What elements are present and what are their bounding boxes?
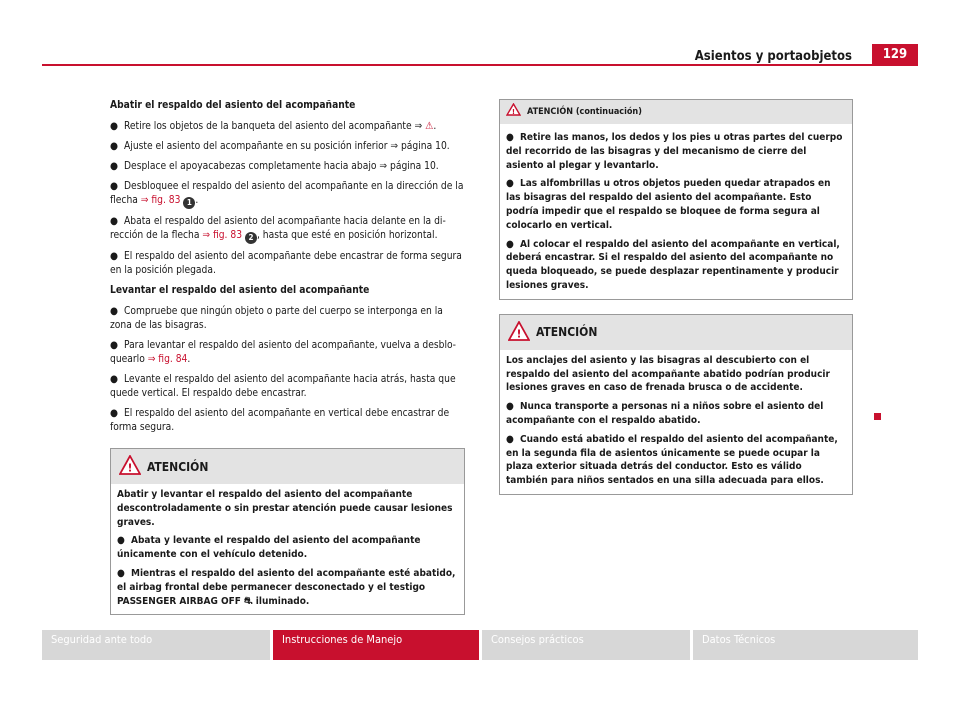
bullet: ● (117, 567, 125, 579)
list-item: ● Las alfombrillas u otros objetos pueden quedar atrapados en las bisagras del respaldo del asiento del acompañante. Esto podría impedir que el respaldo se bloquee de forma segura al colocarlo en vertical. (506, 178, 831, 231)
warning-triangle-icon (119, 455, 141, 478)
list-item: ● Al colocar el respaldo del asiento del acompañante en vertical, deberá encastrar. Si el respaldo del asiento del acompañante no queda bloqueado, se puede desplazar repentinamente y producir lesiones graves. (506, 238, 840, 291)
warning-triangle-icon[interactable]: ⚠ (425, 121, 434, 132)
bullet: ● (110, 141, 118, 152)
warning-body: Los anclajes del asiento y las bisagras al descubierto con el respaldo del asiento del acompañante abatido podrían producir lesiones graves en caso de frenada brusca o de accidente. ● Nunca transporte a personas ni a niños sobre el asiento del acompañante con el respaldo abatido. ● Cuando está abatido el respaldo del asiento del acompañante, en la segunda fila de asientos únicamente se puede ocupar la plaza exterior situada detrás del conductor. Esto es válido también para niños sentados en una silla adecuada para ellos. (500, 350, 852, 494)
right-column (499, 99, 853, 495)
list-item: ● Abata el respaldo del asiento del acompañante hacia delante en la dirección de la flecha ⇒ fig. 83 2 , hasta que esté en posición horizontal. (110, 216, 446, 242)
footer-tab-practical-tips[interactable]: Consejos prácticos (482, 630, 690, 660)
footer-tab-technical-data[interactable]: Datos Técnicos (693, 630, 918, 660)
warning-triangle-icon (506, 103, 521, 121)
bullet: ● (110, 161, 118, 172)
bullet: ● (110, 408, 118, 419)
warning-box (499, 314, 853, 495)
figure-reference-link[interactable]: ⇒ fig. 84 (147, 354, 188, 365)
list-item: ● Nunca transporte a personas ni a niños sobre el asiento del acompañante con el respaldo abatido. (506, 401, 824, 426)
warning-title: ATENCIÓN (536, 325, 598, 340)
list-item: ● El respaldo del asiento del acompañante en vertical debe encastrar de forma segura. (110, 408, 450, 433)
list-item: ● Ajuste el asiento del acompañante en su posición inferior ⇒ página 10. (110, 141, 450, 152)
svg-text:!: ! (127, 461, 133, 475)
warning-title: ATENCIÓN (147, 459, 209, 474)
page-header-title: Asientos y portaobjetos (694, 49, 852, 64)
page-number: 129 (872, 44, 918, 66)
warning-box (110, 448, 465, 615)
bullet: ● (110, 306, 118, 317)
warning-header (500, 315, 852, 350)
bullet: ● (117, 535, 125, 547)
callout-number: 2 (245, 232, 257, 244)
header-rule (42, 64, 918, 66)
section-heading-fold: Abatir el respaldo del asiento del acompañante (110, 100, 356, 111)
bullet: ● (110, 216, 118, 227)
footer-tab-safety[interactable]: Seguridad ante todo (42, 630, 270, 660)
list-item: ● Retire las manos, los dedos y los pies u otras partes del cuerpo del recorrido de las bisagras y del mecanismo de cierre del asiento al plegar y levantarlo. (506, 132, 843, 171)
svg-text:!: ! (511, 108, 516, 116)
warning-title: ATENCIÓN (continuación) (527, 107, 642, 117)
footer-tab-operating-instructions[interactable]: Instrucciones de Manejo (273, 630, 479, 660)
warning-header (500, 100, 852, 124)
section-heading-raise: Levantar el respaldo del asiento del acompañante (110, 285, 370, 296)
list-item: ● Abata y levante el respaldo del asiento del acompañante únicamente con el vehículo detenido. (117, 535, 421, 561)
bullet: ● (506, 401, 514, 413)
bullet: ● (506, 238, 514, 250)
list-item: ● Retire los objetos de la banqueta del asiento del acompañante ⇒ ⚠. (110, 121, 437, 132)
list-item: ● Cuando está abatido el respaldo del asiento del acompañante, en la segunda fila de asientos únicamente se puede ocupar la plaza exterior situada detrás del conductor. Esto es válido también para niños sentados en una silla adecuada para ellos. (506, 433, 838, 487)
bullet: ● (110, 181, 118, 192)
figure-reference-link[interactable]: ⇒ fig. 83 (202, 230, 243, 241)
bullet: ● (110, 374, 118, 385)
warning-box-continued (499, 99, 853, 300)
bullet: ● (506, 132, 514, 143)
svg-text:!: ! (516, 327, 522, 341)
list-item: ● Desbloquee el respaldo del asiento del acompañante en la dirección de la flecha ⇒ fig. 83 1 . (110, 181, 464, 207)
list-item: ● El respaldo del asiento del acompañante debe encastrar de forma segura en la posición plegada. (110, 251, 462, 276)
left-column (110, 99, 465, 615)
figure-reference-link[interactable]: ⇒ fig. 83 (140, 195, 181, 206)
bullet: ● (506, 433, 514, 445)
list-item: ● Mientras el respaldo del asiento del acompañante esté abatido, el airbag frontal debe permanecer desconectado y el testigo PASSENGER AIRBAG OFF ⛐ iluminado. (117, 567, 456, 607)
warning-body: Abatir y levantar el respaldo del asiento del acompañante descontroladamente o sin prestar atención puede causar lesiones graves. ● Abata y levante el respaldo del asiento del acompañante únicamente con el vehículo detenido. ● Mientras el respaldo del asiento del acompañante esté abatido, el airbag frontal debe permanecer desconectado y el testigo PASSENGER AIRBAG OFF ⛐ iluminado. (111, 484, 464, 614)
list-item: ● Levante el respaldo del asiento del acompañante hacia atrás, hasta que quede vertical. El respaldo debe encastrar. (110, 374, 456, 399)
bullet: ● (110, 340, 118, 351)
warning-triangle-icon (508, 321, 530, 344)
list-item: ● Para levantar el respaldo del asiento del acompañante, vuelva a desbloquearlo ⇒ fig. 84. (110, 340, 456, 365)
list-item: ● Desplace el apoyacabezas completamente hacia abajo ⇒ página 10. (110, 161, 439, 172)
bullet: ● (506, 178, 514, 190)
warning-body (500, 124, 852, 299)
list-item: ● Compruebe que ningún objeto o parte del cuerpo se interponga en la zona de las bisagras. (110, 306, 443, 331)
warning-header (111, 449, 464, 484)
bullet: ● (110, 251, 118, 262)
section-end-marker (874, 413, 881, 420)
bullet: ● (110, 121, 118, 132)
callout-number: 1 (183, 197, 195, 209)
